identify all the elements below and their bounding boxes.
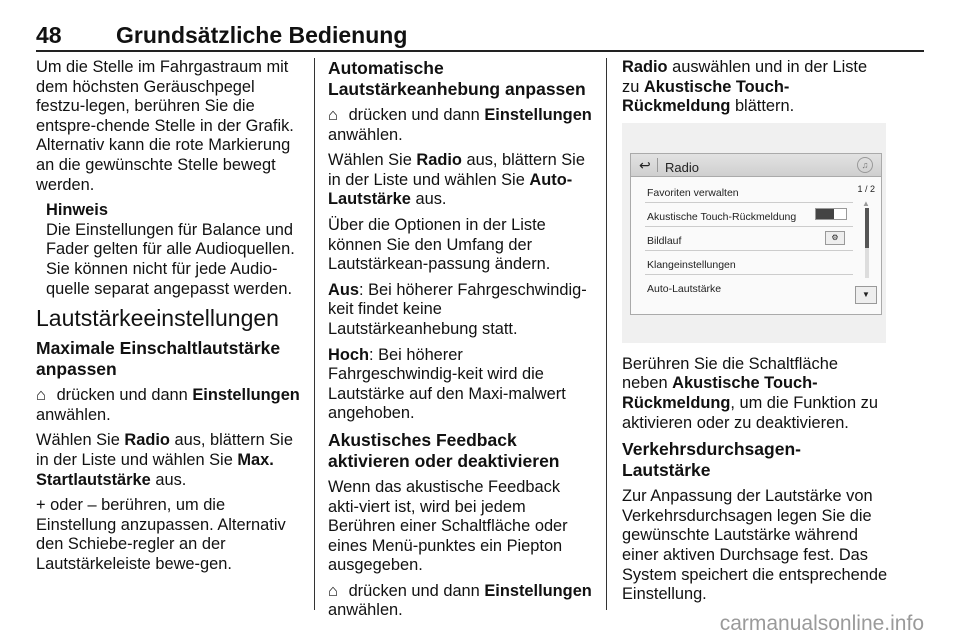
hint-title: Hinweis <box>46 201 108 220</box>
paragraph: ⌂ drücken und dann Einstellungen anwählen. <box>328 106 592 144</box>
paragraph: Radio auswählen und in der Liste zu Akustische Touch-Rückmeldung blättern. <box>622 58 868 116</box>
column-1 <box>36 58 302 580</box>
page-title: Grundsätzliche Bedienung <box>116 22 408 48</box>
home-icon: ⌂ <box>328 581 338 600</box>
scrollbar[interactable] <box>865 208 869 278</box>
paragraph: + oder – berühren, um die Einstellung anzupassen. Alternativ den Schiebe-regler an der Lautstärkeleiste bewe-gen. <box>36 496 286 573</box>
paragraph: Um die Stelle im Fahrgastraum mit dem höchsten Geräuschpegel festzu-legen, berühren Sie die entspre-chende Stelle in der Grafik. Alternativ kann die rote Markierung an die gewünschte Stelle bewegt werden. <box>36 58 294 194</box>
screen-title-bar <box>631 154 881 177</box>
subsection-heading: Akustisches Feedback aktivieren oder deaktivieren <box>328 429 560 471</box>
section-heading: Lautstärkeeinstellungen <box>36 305 279 332</box>
paragraph: Berühren Sie die Schaltfläche neben Akustische Touch-Rückmeldung, um die Funktion zu aktivieren oder zu deaktivieren. <box>622 354 878 432</box>
paragraph: Zur Anpassung der Lautstärke von Verkehrsdurchsagen legen Sie die gewünschte Lautstärke während einer aktiven Durchsage fest. Das System speichert die entsprechende Einstellung. <box>622 487 888 604</box>
watermark: carmanualsonline.info <box>719 612 924 635</box>
page-indicator: 1 / 2 <box>857 183 875 194</box>
paragraph: Wählen Sie Radio aus, blättern Sie in der Liste und wählen Sie Max. Startlautstärke aus. <box>36 431 293 489</box>
back-arrow-icon[interactable]: ↩ <box>639 156 651 173</box>
paragraph: Wählen Sie Radio aus, blättern Sie in der Liste und wählen Sie Auto-Lautstärke aus. <box>328 151 585 209</box>
column-3 <box>622 58 888 611</box>
hint-box <box>46 201 302 299</box>
toggle-switch[interactable] <box>815 208 847 220</box>
subsection-heading: Verkehrsdurchsagen-Lautstärke <box>622 439 801 481</box>
list-item[interactable]: Favoriten verwalten <box>645 178 853 203</box>
column-2 <box>328 58 592 627</box>
divider <box>657 158 658 172</box>
scroll-down-button[interactable]: ▼ <box>855 286 877 304</box>
paragraph: ⌂ drücken und dann Einstellungen anwählen. <box>328 581 592 620</box>
home-icon: ⌂ <box>36 386 46 405</box>
column-divider <box>314 58 315 610</box>
radio-settings-screen <box>630 153 882 315</box>
page-number: 48 <box>36 22 62 48</box>
paragraph: Über die Optionen in der Liste können Sie den Umfang der Lautstärkean-passung ändern. <box>328 215 551 274</box>
hint-text: Die Einstellungen für Balance und Fader gelten für alle Audioquellen. Sie können nicht für jede Audio-quelle separat angepasst werden. <box>46 220 295 298</box>
paragraph: Aus: Bei höherer Fahrgeschwindig-keit findet keine Lautstärkeanhebung statt. <box>328 280 587 338</box>
settings-button[interactable]: ⚙ <box>825 231 845 245</box>
list-item[interactable]: Bildlauf ⚙ <box>645 226 853 251</box>
paragraph: Hoch: Bei höherer Fahrgeschwindig-keit wird die Lautstärke auf den Maxi-malwert angehoben. <box>328 345 566 423</box>
paragraph: ⌂ drücken und dann Einstellungen anwählen. <box>36 386 300 424</box>
list-item[interactable]: Auto-Lautstärke <box>647 282 722 295</box>
list-item[interactable]: Klangeinstellungen <box>645 250 853 275</box>
music-note-icon[interactable]: ♫ <box>857 157 873 173</box>
screen-title: Radio <box>665 159 699 175</box>
screenshot-figure <box>622 123 886 343</box>
home-icon: ⌂ <box>328 106 338 124</box>
page-header <box>36 18 924 52</box>
column-divider <box>606 58 607 610</box>
subsection-heading: Automatische Lautstärkeanhebung anpassen <box>328 58 586 99</box>
paragraph: Wenn das akustische Feedback akti-viert ist, wird bei jedem Berühren einer Schaltfläche oder eines Menü-punktes ein Piepton ausgegeben. <box>328 477 568 575</box>
subsection-heading: Maximale Einschaltlautstärke anpassen <box>36 338 281 380</box>
scroll-up-icon[interactable]: ▲ <box>862 198 870 208</box>
list-item[interactable]: Akustische Touch-Rückmeldung <box>645 202 853 227</box>
